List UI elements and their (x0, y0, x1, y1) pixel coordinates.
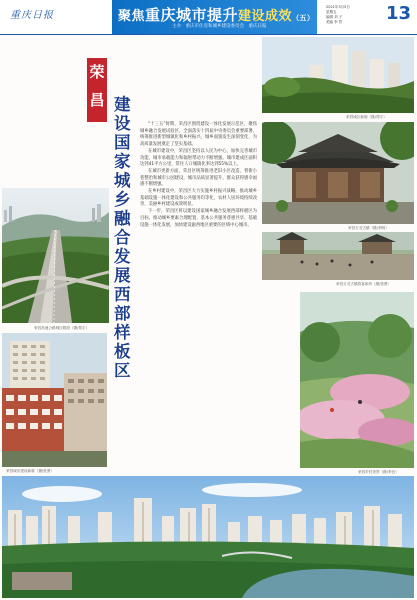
ancient-town-photo (262, 122, 414, 224)
article-paragraph: 在城市建设中，荣昌区坚持以人民为中心，加快完善城市功能，城市承载能力和辐射带动力不断增强。城市建成区面积达到41平方公里，常住人口城镇化率达到55%以上。 (140, 148, 257, 168)
highway-photo (2, 188, 109, 323)
city-skyline-photo (262, 37, 414, 113)
caption-countryside: 荣昌乡村美景（摄/李良） (358, 470, 399, 474)
banner-title-part-d: 建设成效 (238, 9, 293, 24)
banner-title (118, 4, 315, 25)
page-header (0, 0, 417, 34)
location-badge-text: 荣昌 (89, 63, 105, 109)
issue-weekday: 星期五 (326, 10, 337, 14)
caption-village: 荣昌万灵古镇游客如织（摄/张勇） (336, 282, 392, 286)
banner-title-part-b: 重庆 (145, 6, 177, 24)
banner-subtitle: 主办：重庆市住房和城乡建设委员会 重庆日报 (172, 24, 267, 29)
city-panorama-photo (2, 476, 414, 598)
headline: 建设国家城乡融合发展西部样板区 (114, 95, 131, 380)
caption-ancient-town: 荣昌万灵古镇（摄/李明） (348, 226, 389, 230)
residential-photo (2, 333, 107, 467)
issue-info (326, 5, 382, 25)
article-paragraph: “十三五”时期，荣昌区围绕建设一体化发展示范区，聚焦城乡融合发展试验区，全面落实十四届中央委员会重要部署，统筹推进新型城镇化和乡村振兴，城乡面貌发生深刻变化，为高质量发展奠定了坚实基础。 (140, 122, 257, 148)
issue-date: 2021年3月5日 (326, 5, 350, 9)
countryside-photo (300, 292, 414, 468)
article-paragraph: 下一步，荣昌区将以建设国家城乡融合发展西部样板区为目标，推动城乡要素合理配置、基本公共服务普惠共享、基础设施一体化发展，加快建设渝西地区重要的区域中心城市。 (140, 209, 257, 228)
caption-residential: 荣昌城市建设新貌（摄/张勇） (6, 469, 54, 473)
header-rule (0, 34, 417, 35)
section-banner (112, 0, 317, 34)
article-body (140, 122, 257, 229)
banner-title-part-e: （五） (292, 14, 315, 22)
village-tourism-photo (262, 232, 414, 280)
issue-designer: 美编 李 哲 (326, 20, 343, 24)
article-paragraph: 在城市更新方面，荣昌区统筹推进老旧小区改造、背街小巷整治和城市公园建设，城市品质显著提升，群众获得感幸福感不断增强。 (140, 168, 257, 188)
banner-title-part-a: 聚焦 (118, 9, 146, 24)
location-badge (87, 58, 107, 122)
issue-editor: 编辑 刘 子 (326, 15, 343, 19)
caption-highway: 荣昌高速公路城区路段（摄/郑宇） (34, 326, 90, 330)
banner-title-part-c: 城市提升 (176, 6, 239, 24)
page-number: 13 (386, 3, 412, 24)
masthead: 重庆日报 (10, 10, 54, 21)
article-paragraph: 在乡村建设中，荣昌区大力实施乡村振兴战略，推动城乡基础设施一体化建设和公共服务均等化，农村人居环境持续改善，美丽乡村建设成效明显。 (140, 189, 257, 208)
caption-skyline: 荣昌城区新貌（摄/郑宇） (346, 115, 387, 119)
